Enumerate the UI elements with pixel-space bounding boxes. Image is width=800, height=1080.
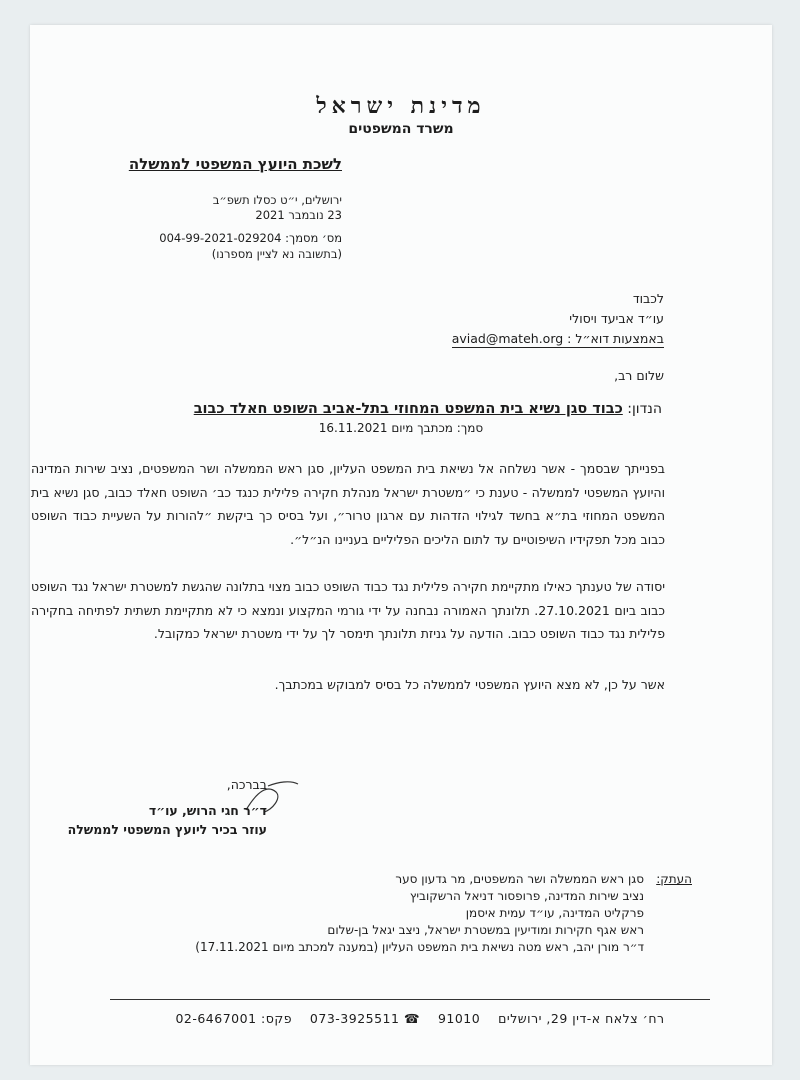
footer-fax-label: פקס: <box>261 1011 293 1026</box>
footer-contact <box>140 1011 700 1026</box>
footer-zip: 91010 <box>437 1011 481 1026</box>
date-hebrew: ירושלים, י״ט כסלו תשפ״ב <box>212 193 342 207</box>
subject-line <box>194 401 662 417</box>
letter-page <box>30 25 772 1065</box>
letterhead-ministry: משרד המשפטים <box>348 121 454 137</box>
date-gregorian: 23 נובמבר 2021 <box>255 208 342 222</box>
body-paragraph-3: אשר על כן, לא מצא היועץ המשפטי לממשלה כל בסיס למבוקש במכתבך. <box>274 677 665 692</box>
cc-item: נציב שירות המדינה, פרופסור דניאל הרשקוביץ <box>409 889 644 903</box>
cc-label: העתק: <box>656 872 692 886</box>
footer-divider <box>110 999 710 1000</box>
recipient-honor: לכבוד <box>632 291 664 306</box>
cc-item: ראש אגף חקירות ומודיעין במשטרת ישראל, ניצב יגאל בן-שלום <box>327 923 644 937</box>
footer-address: רח׳ צלאח א-דין 29, ירושלים <box>498 1011 665 1026</box>
recipient-name: עו״ד אביעד ויסולי <box>569 311 664 326</box>
signature-title: עוזר בכיר ליועץ המשפטי לממשלה <box>67 822 267 837</box>
footer-phone: 073-3925511 <box>309 1011 400 1026</box>
signature-name: ד״ר חגי הרוש, עו״ד <box>148 803 267 818</box>
email-via-label: באמצעות דוא״ל : <box>567 331 664 346</box>
recipient-email-line <box>452 331 664 348</box>
letterhead-state: מדינת ישראל <box>316 93 486 119</box>
greeting: שלום רב, <box>614 368 664 383</box>
subject-text: כבוד סגן נשיא בית המשפט המחוזי בתל-אביב השופט חאלד כבוב <box>193 401 623 417</box>
subject-reference: סמך: מכתבך מיום 16.11.2021 <box>318 421 484 435</box>
body-paragraph-2: יסודה של טענתך כאילו מתקיימת חקירה פלילית נגד כבוד השופט כבוב מצוי בתלונה שהגשת למשטרת ישראל נגד השופט כבוב ביום 27.10.2021. תלונתך האמורה נבחנה על ידי גורמי המקצוע ונמצא כי לא מתקיימת תשתית לפתיחה בחקירה פלילית נגד כבוד השופט כבוב. הודעה על גניזת תלונתך תימסר לך על ידי משטרת ישראל כמקובל. <box>31 579 666 641</box>
recipient-email[interactable]: aviad@mateh.org <box>451 331 564 346</box>
document-reference <box>159 231 342 245</box>
footer-fax: 02-6467001 <box>175 1011 257 1026</box>
body-paragraph-1: בפנייתך שבסמך - אשר נשלחה אל נשיאת בית המשפט העליון, סגן ראש הממשלה ושר המשפטים, נציב שירות המדינה והיועץ המשפטי לממשלה - טענת כי ״משטרת ישראל מנהלת חקירה פלילית כנגד כב׳ השופט חאלד כבוב, סגן נשיא בית המשפט המחוזי בת״א בחשד לגילוי הזדהות עם ארגון טרור״, ועל בסיס כך ביקשת ״להורות על השעיית כבוד השופט כבוב מכל תפקידיו השיפוטיים עד לתום הליכים הפליליים בעניינו הנ״ל״. <box>31 461 665 547</box>
signature-closing: בברכה, <box>226 777 267 792</box>
reference-number: 004-99-2021-029204 <box>159 231 282 245</box>
cc-item: סגן ראש הממשלה ושר המשפטים, מר גדעון סער <box>395 872 644 886</box>
cc-item: פרקליט המדינה, עו״ד עמית איסמן <box>465 906 644 920</box>
subject-label: הנדון: <box>627 401 662 417</box>
reference-label: מס׳ מסמך: <box>285 231 342 245</box>
letterhead-bureau: לשכת היועץ המשפטי לממשלה <box>128 155 342 173</box>
telephone-icon: ☎ <box>403 1011 421 1026</box>
reply-note: (בתשובה נא לציין מספרנו) <box>211 247 342 261</box>
cc-item: ד״ר מורן יהב, ראש מטה נשיאת בית המשפט העליון (במענה למכתב מיום 17.11.2021) <box>195 940 644 954</box>
